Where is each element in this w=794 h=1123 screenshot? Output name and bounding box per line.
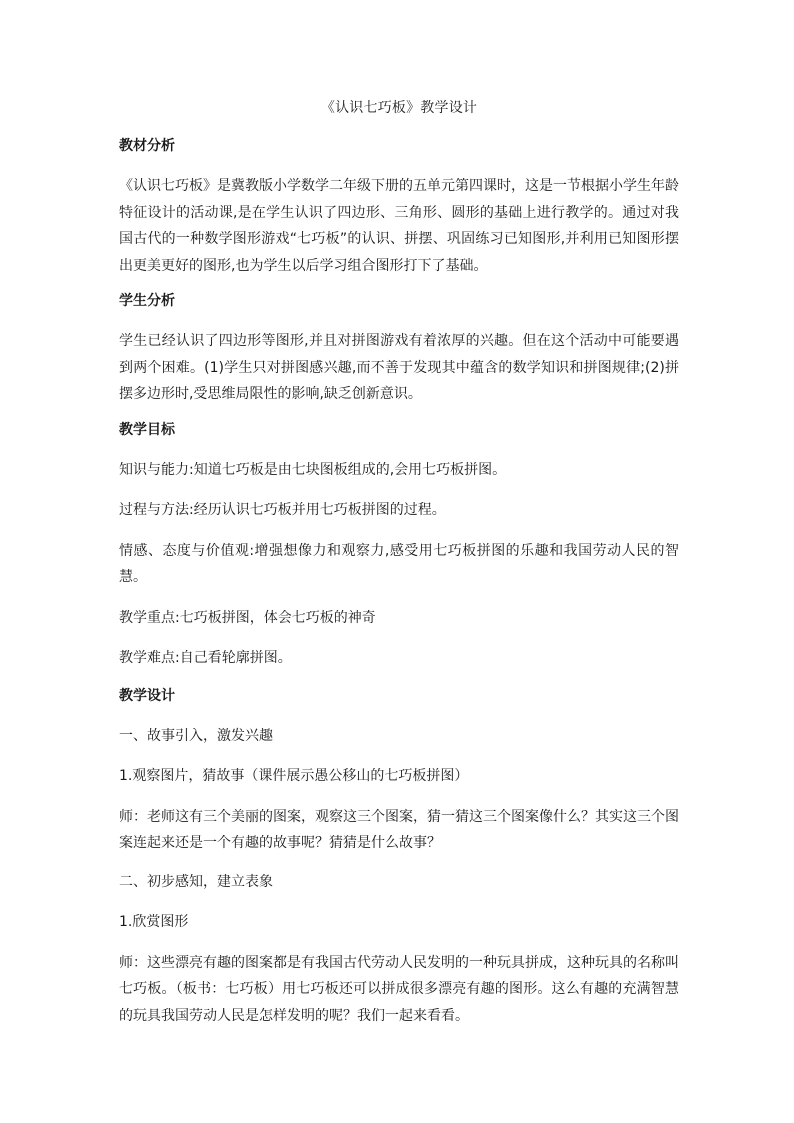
- teaching-difficulty: 教学难点:自己看轮廓拼图。: [119, 650, 292, 666]
- teaching-key-point: 教学重点:七巧板拼图，体会七巧板的神奇: [119, 609, 376, 626]
- goal-process: 过程与方法:经历认识七巧板并用七巧板拼图的过程。: [119, 502, 446, 518]
- section-heading-design: 教学设计: [119, 687, 175, 704]
- design-part2-teacher-speech: 师：这些漂亮有趣的图案都是有我国古代劳动人民发明的一种玩具拼成，这种玩具的名称叫七巧板。（板书：七巧板）用七巧板还可以拼成很多漂亮有趣的图形。这么有趣的充满智慧的玩具我国劳动人民是怎样发明的呢？我们一起来看看。: [119, 954, 679, 1024]
- design-part1-item1: 1.观察图片，猜故事（课件展示愚公移山的七巧板拼图）: [119, 768, 469, 784]
- section-heading-students: 学生分析: [119, 293, 175, 309]
- design-part2-item1: 1.欣赏图形: [119, 914, 189, 930]
- design-part1-title: 一、故事引入，激发兴趣: [119, 727, 273, 744]
- goal-emotion: 情感、态度与价值观:增强想像力和观察力,感受用七巧板拼图的乐趣和我国劳动人民的智慧。: [119, 542, 679, 585]
- design-part2-title: 二、初步感知，建立表象: [119, 873, 273, 890]
- design-part1-teacher-speech: 师：老师这有三个美丽的图案，观察这三个图案，猜一猜这三个图案像什么？其实这三个图案连起来还是一个有趣的故事呢？猜猜是什么故事？: [119, 808, 679, 851]
- section-heading-goals: 教学目标: [119, 421, 175, 438]
- goal-knowledge: 知识与能力:知道七巧板是由七块图板组成的,会用七巧板拼图。: [119, 461, 507, 478]
- document-title: 《认识七巧板》教学设计: [320, 100, 478, 116]
- student-analysis-paragraph: 学生已经认识了四边形等图形,并且对拼图游戏有着浓厚的兴趣。但在这个活动中可能要遇到两个困难。(1)学生只对拼图感兴趣,而不善于发现其中蕴含的数学知识和拼图规律;(2)拼摆多边形时,受思维局限性的影响,缺乏创新意识。: [119, 333, 679, 402]
- document-body: [119, 98, 679, 1041]
- material-analysis-paragraph: 《认识七巧板》是冀教版小学数学二年级下册的五单元第四课时，这是一节根据小学生年龄特征设计的活动课,是在学生认识了四边形、三角形、圆形的基础上进行教学的。通过对我国古代的一种数学图形游戏“七巧板”的认识、拼摆、巩固练习已知图形,并利用已知图形摆出更美更好的图形,也为学生以后学习组合图形打下了基础。: [119, 178, 679, 274]
- section-heading-material: 教材分析: [119, 138, 175, 154]
